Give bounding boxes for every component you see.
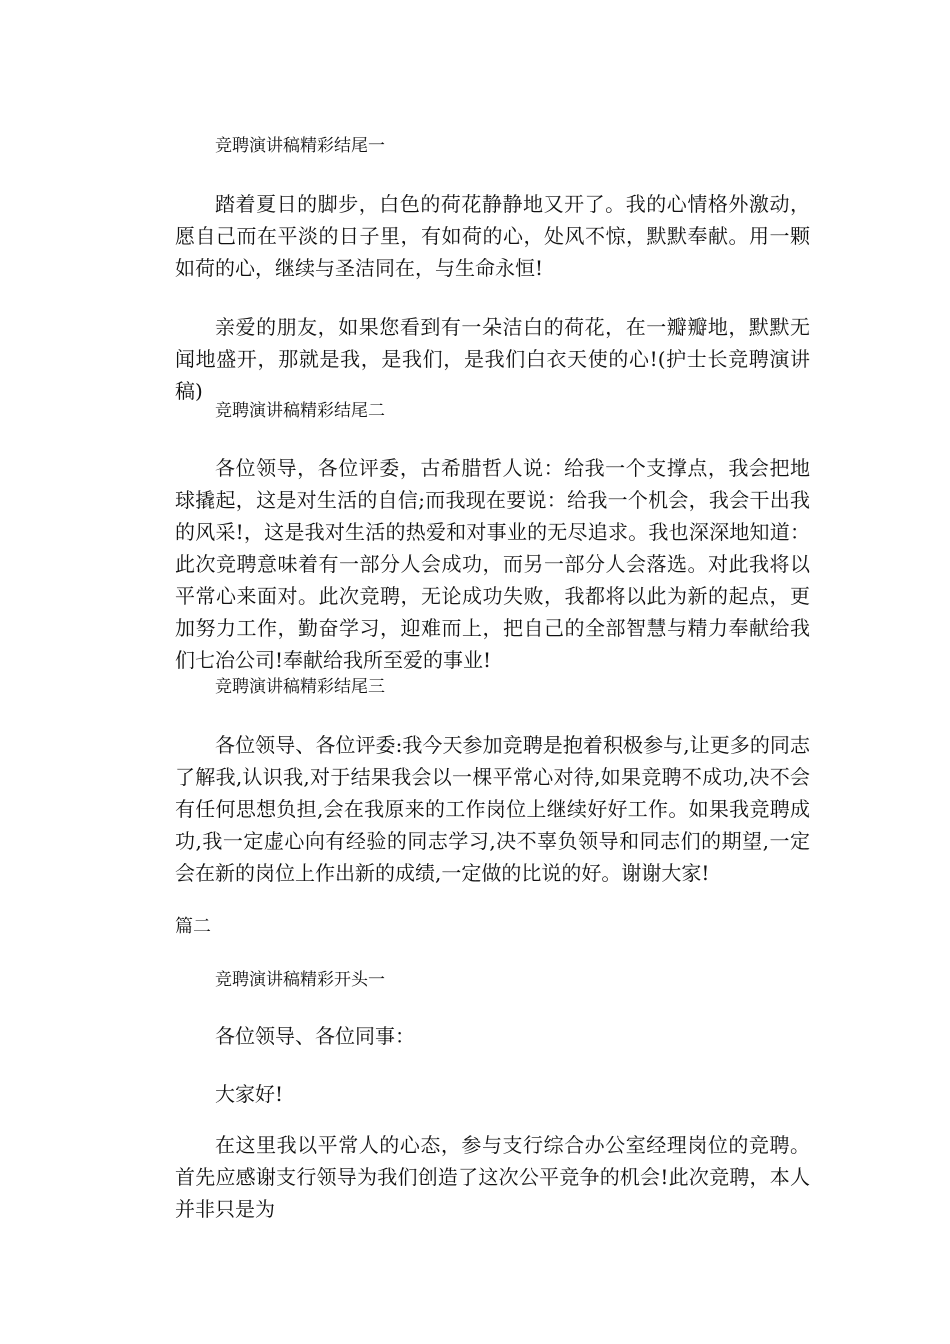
salutation-line: 各位领导、各位同事： (215, 1024, 415, 1048)
heading-opening-one: 竞聘演讲稿精彩开头一 (215, 970, 385, 990)
heading-ending-one: 竞聘演讲稿精彩结尾一 (215, 136, 385, 156)
section-title-part-two: 篇二 (175, 916, 211, 937)
heading-ending-two: 竞聘演讲稿精彩结尾二 (215, 401, 385, 421)
paragraph-fulcrum: 各位领导，各位评委，古希腊哲人说：给我一个支撑点，我会把地球撬起，这是对生活的自信;而我现在要说：给我一个机会，我会干出我的风采!，这是我对生活的热爱和对事业的无尽追求。我也深深地知道：此次竞聘意味着有一部分人会成功，而另一部分人会落选。对此我将以平常心来面对。此次竞聘，无论成功失败，我都将以此为新的起点，更加努力工作，勤奋学习，迎难而上，把自己的全部智慧与精力奉献给我们七冶公司!奉献给我所至爱的事业! (175, 456, 810, 672)
paragraph-participation: 各位领导、各位评委:我今天参加竞聘是抱着积极参与,让更多的同志了解我,认识我,对于结果我会以一棵平常心对待,如果竞聘不成功,决不会有任何思想负担,会在我原来的工作岗位上继续好好工作。如果我竞聘成功,我一定虚心向有经验的同志学习,决不辜负领导和同志们的期望,一定会在新的岗位上作出新的成绩,一定做的比说的好。谢谢大家! (175, 733, 810, 885)
paragraph-lotus: 踏着夏日的脚步，白色的荷花静静地又开了。我的心情格外激动，愿自己而在平淡的日子里，有如荷的心，处风不惊，默默奉献。用一颗如荷的心，继续与圣洁同在，与生命永恒! (175, 192, 810, 280)
greeting-line: 大家好! (215, 1082, 284, 1106)
paragraph-friends: 亲爱的朋友，如果您看到有一朵洁白的荷花，在一瓣瓣地，默默无闻地盛开，那就是我，是我们，是我们白衣天使的心!(护士长竞聘演讲稿) (175, 315, 810, 403)
paragraph-competition: 在这里我以平常人的心态，参与支行综合办公室经理岗位的竞聘。首先应感谢支行领导为我们创造了这次公平竞争的机会!此次竞聘，本人并非只是为 (175, 1133, 810, 1221)
heading-ending-three: 竞聘演讲稿精彩结尾三 (215, 677, 385, 697)
